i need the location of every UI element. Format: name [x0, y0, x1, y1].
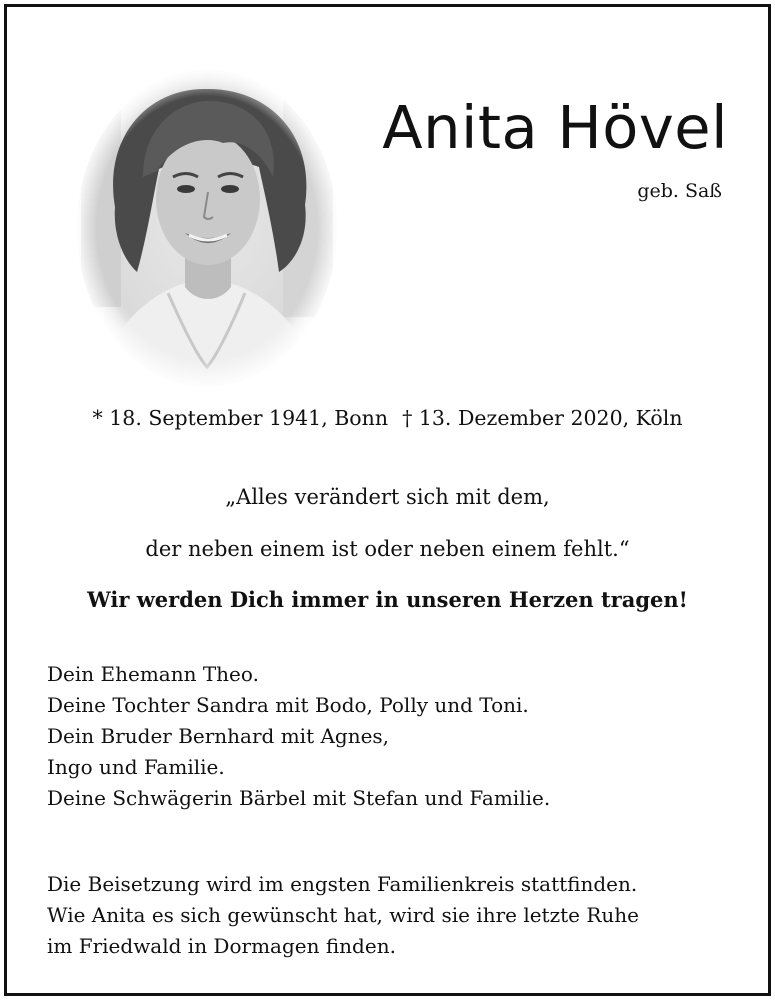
mourner-item: Ingo und Familie.: [47, 755, 225, 779]
mourners-list: [47, 659, 550, 814]
notice-line: Die Beisetzung wird im engsten Familienkreis stattfinden.: [47, 872, 638, 896]
mourner-item: Dein Ehemann Theo.: [47, 662, 259, 686]
motto: Wir werden Dich immer in unseren Herzen tragen!: [87, 587, 688, 612]
portrait-photo: [73, 67, 341, 389]
mourner-item: Dein Bruder Bernhard mit Agnes,: [47, 724, 390, 748]
notice-line: Wie Anita es sich gewünscht hat, wird sie ihre letzte Ruhe: [47, 903, 640, 927]
life-dates: [7, 406, 768, 430]
quote-line-1: „Alles verändert sich mit dem,: [225, 485, 550, 509]
notice-line: im Friedwald in Dormagen finden.: [47, 934, 396, 958]
burial-notice: [47, 869, 639, 962]
portrait-photo-icon: [73, 67, 341, 389]
quote-line-2: der neben einem ist oder neben einem fehlt.“: [145, 537, 630, 561]
deceased-name: Anita Hövel: [382, 93, 728, 162]
death-date: † 13. Dezember 2020, Köln: [402, 406, 683, 430]
maiden-name: geb. Saß: [637, 180, 722, 202]
birth-date: * 18. September 1941, Bonn: [92, 406, 389, 430]
obituary-notice: [4, 4, 771, 996]
mourner-item: Deine Tochter Sandra mit Bodo, Polly und Toni.: [47, 693, 529, 717]
mourner-item: Deine Schwägerin Bärbel mit Stefan und Familie.: [47, 786, 551, 810]
